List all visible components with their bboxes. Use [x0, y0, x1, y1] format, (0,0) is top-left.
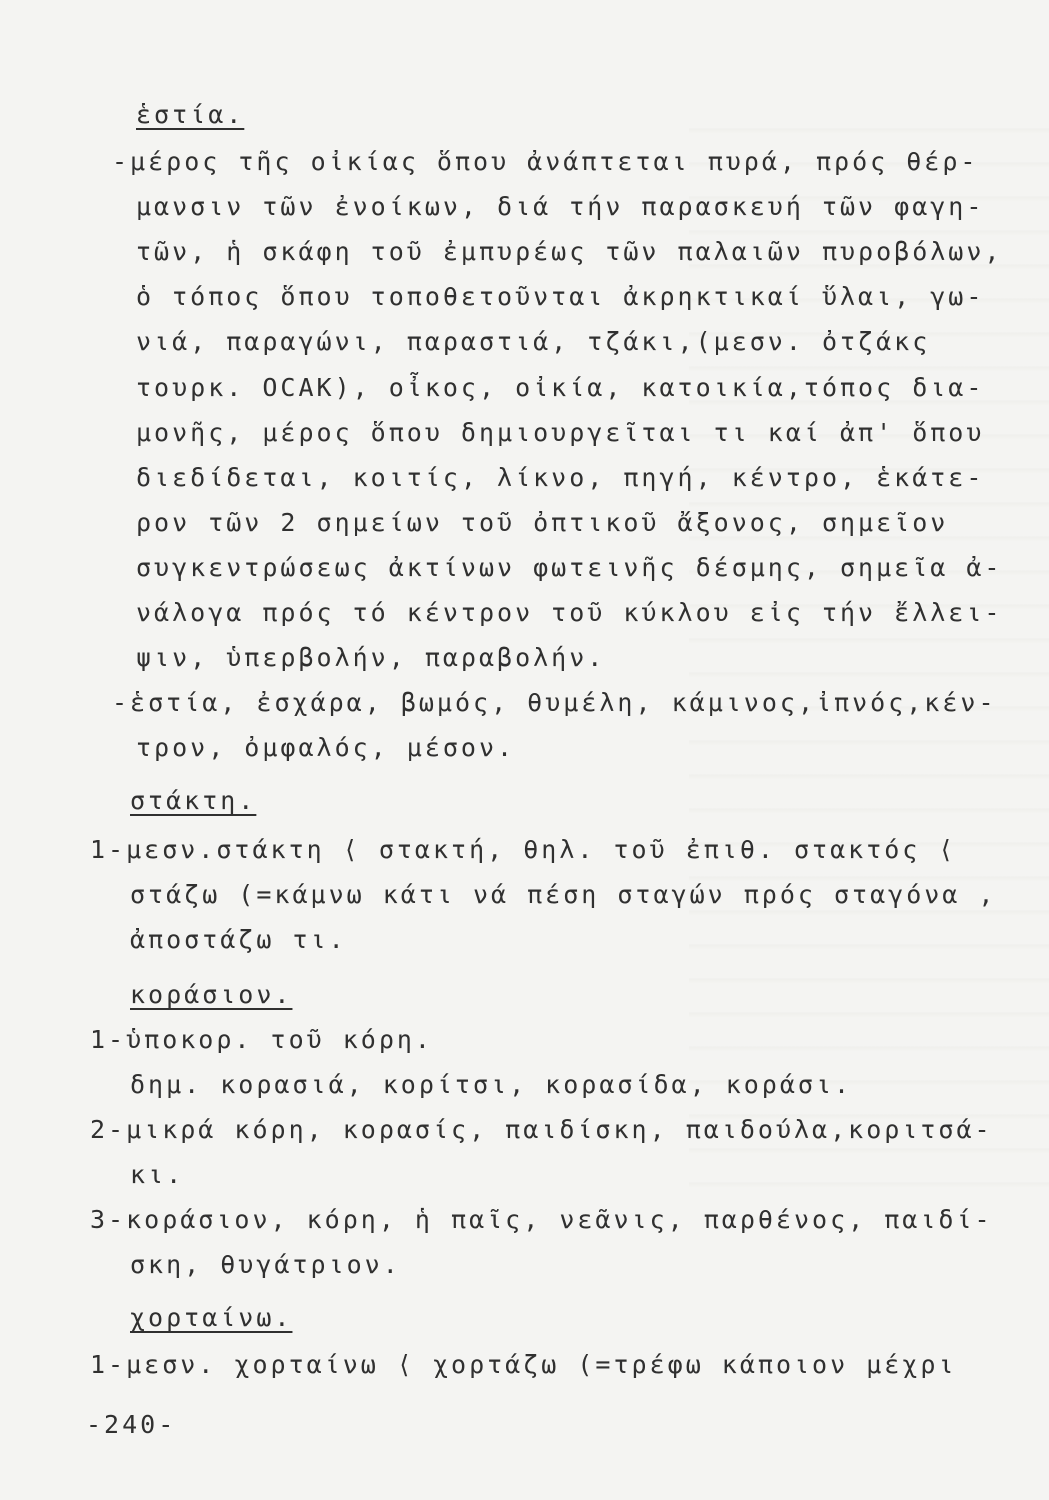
entry-line: τῶν, ἡ σκάφη τοῦ ἐμπυρέως τῶν παλαιῶν πυροβόλων,: [136, 237, 1003, 266]
entry-line: στάζω (=κάμνω κάτι νά πέση σταγών πρός σταγόνα ,: [130, 880, 997, 909]
entry-line: νάλογα πρός τό κέντρον τοῦ κύκλου εἰς τήν ἔλλει-: [136, 598, 1003, 627]
entry-line: νιά, παραγώνι, παραστιά, τζάκι,(μεσν. ὀτζάκς: [136, 327, 931, 356]
entry-heading-chortaino: χορταίνω.: [130, 1303, 293, 1332]
entry-line: -μέρος τῆς οἰκίας ὅπου ἀνάπτεται πυρά, πρός θέρ-: [112, 147, 979, 176]
entry-line: μανσιν τῶν ἐνοίκων, διά τήν παρασκευή τῶν φαγη-: [136, 192, 985, 221]
entry-line: μονῆς, μέρος ὅπου δημιουργεῖται τι καί ἀπ' ὅπου: [136, 418, 985, 447]
entry-line: ρον τῶν 2 σημείων τοῦ ὀπτικοῦ ἄξονος, σημεῖον: [136, 508, 949, 537]
entry-line: τουρκ. OCAK), οἶκος, οἰκία, κατοικία,τόπος δια-: [136, 373, 985, 402]
entry-line: ψιν, ὑπερβολήν, παραβολήν.: [136, 643, 606, 672]
entry-line: 1-μεσν.στάκτη ⟨ στακτή, θηλ. τοῦ ἐπιθ. στακτός ⟨: [90, 835, 957, 864]
entry-line: τρον, ὀμφαλός, μέσον.: [136, 733, 516, 762]
page-number: -240-: [86, 1410, 177, 1439]
entry-line: διεδίδεται, κοιτίς, λίκνο, πηγή, κέντρο, ἑκάτε-: [136, 463, 985, 492]
entry-line: κι.: [130, 1160, 185, 1189]
entry-line: ἀποστάζω τι.: [130, 925, 347, 954]
entry-line: -ἑστία, ἐσχάρα, βωμός, θυμέλη, κάμινος,ἰπνός,κέν-: [112, 688, 997, 717]
entry-line: 3-κοράσιον, κόρη, ἡ παῖς, νεᾶνις, παρθένος, παιδί-: [90, 1205, 993, 1234]
entry-heading-hestia: ἑστία.: [136, 100, 245, 129]
entry-heading-stakti: στάκτη.: [130, 786, 257, 815]
entry-line: 1-μεσν. χορταίνω ⟨ χορτάζω (=τρέφω κάποιον μέχρι: [90, 1350, 957, 1379]
entry-line: σκη, θυγάτριον.: [130, 1250, 401, 1279]
entry-line: 1-ὑποκορ. τοῦ κόρη.: [90, 1025, 433, 1054]
entry-heading-korasion: κοράσιον.: [130, 980, 293, 1009]
entry-line: 2-μικρά κόρη, κορασίς, παιδίσκη, παιδούλα,κοριτσά-: [90, 1115, 993, 1144]
entry-line: δημ. κορασιά, κορίτσι, κορασίδα, κοράσι.: [130, 1070, 853, 1099]
entry-line: συγκεντρώσεως ἀκτίνων φωτεινῆς δέσμης, σημεῖα ἀ-: [136, 553, 1003, 582]
entry-line: ὁ τόπος ὅπου τοποθετοῦνται ἀκρηκτικαί ὕλαι, γω-: [136, 282, 985, 311]
